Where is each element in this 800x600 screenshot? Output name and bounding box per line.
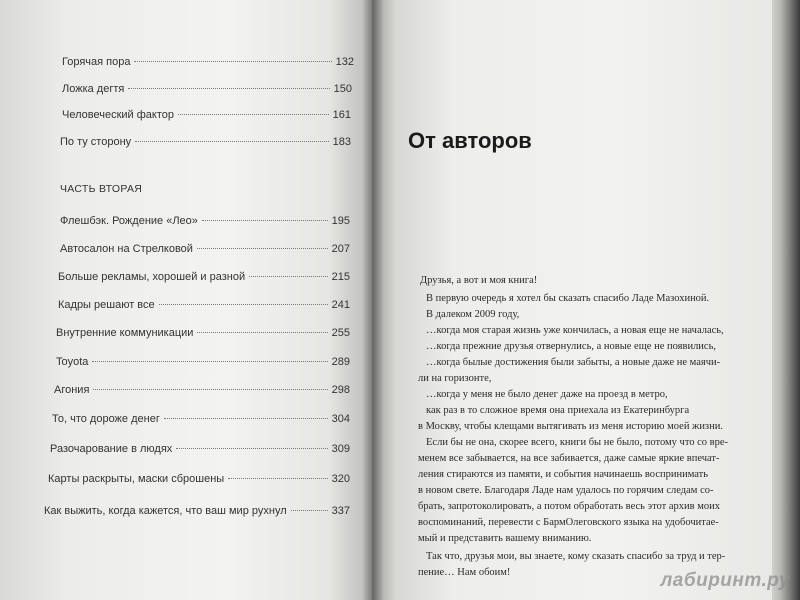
toc-title: Toyota (56, 356, 89, 368)
toc-title: Человеческий фактор (62, 109, 174, 121)
foreword-line: в новом свете. Благодаря Ладе нам удалось по горячим следам со- (418, 485, 714, 496)
foreword-line: воспоминаний, перевести с БармОлеговского языка на удобочитае- (418, 517, 719, 528)
foreword-line: ления стираются из памяти, и события начинаешь воспринимать (418, 469, 709, 480)
toc-page: 207 (331, 243, 350, 255)
foreword-line: Так что, друзья мои, вы знаете, кому сказать спасибо за труд и тер- (426, 551, 726, 562)
toc-leader (159, 304, 328, 305)
toc-page: 289 (331, 356, 350, 368)
toc-title: Агония (54, 384, 90, 396)
toc-title: Горячая пора (62, 56, 131, 68)
foreword-line: …когда прежние друзья отвернулись, а новые еще не появились, (426, 341, 717, 352)
foreword-line: менем все забывается, на все забивается, даже самые яркие впечат- (418, 453, 720, 464)
toc-entry (60, 243, 350, 255)
toc-leader (164, 418, 328, 419)
foreword-line: брать, запротоколировать, а потом обработать весь этот архив моих (418, 501, 720, 512)
toc-entry (62, 56, 354, 68)
toc-leader (176, 448, 327, 449)
toc-title: Как выжить, когда кажется, что ваш мир рухнул (44, 505, 287, 517)
toc-entry (56, 327, 350, 339)
toc-entry (52, 413, 350, 425)
foreword-line: как раз в то сложное время она приехала из Екатеринбурга (426, 405, 690, 416)
toc-title: Разочарование в людях (50, 443, 173, 455)
toc-entry (44, 505, 350, 517)
left-page-toc (0, 0, 372, 600)
toc-page: 195 (331, 215, 350, 227)
toc-leader (135, 141, 329, 142)
toc-page: 150 (333, 83, 352, 95)
part-two-heading: ЧАСТЬ ВТОРАЯ (60, 183, 143, 195)
toc-entry (60, 136, 351, 148)
toc-leader (202, 220, 328, 221)
toc-title: Карты раскрыты, маски сброшены (48, 473, 225, 485)
foreword-line: Если бы не она, скорее всего, книги бы не было, потому что со вре- (426, 437, 729, 448)
toc-title: Кадры решают все (58, 299, 155, 311)
toc-entry (62, 83, 352, 95)
toc-page: 309 (331, 443, 350, 455)
toc-leader (128, 88, 329, 89)
toc-title: По ту сторону (60, 136, 132, 148)
toc-entry (54, 384, 350, 396)
toc-entry (60, 215, 350, 227)
toc-title: То, что дороже денег (52, 413, 160, 425)
toc-page: 161 (332, 109, 351, 121)
toc-leader (92, 361, 327, 362)
toc-title: Больше рекламы, хорошей и разной (58, 271, 246, 283)
toc-entry (58, 271, 350, 283)
toc-page: 320 (331, 473, 350, 485)
foreword-line: ли на горизонте, (418, 373, 492, 384)
foreword-line: в Москву, чтобы клещами вытягивать из меня историю моей жизни. (418, 421, 723, 432)
toc-title: Ложка дегтя (62, 83, 125, 95)
toc-leader (197, 248, 328, 249)
toc-entry (58, 299, 350, 311)
toc-leader (249, 276, 328, 277)
toc-leader (197, 332, 327, 333)
toc-page: 183 (332, 136, 351, 148)
right-page-foreword (372, 0, 772, 600)
foreword-line: В далеком 2009 году, (426, 309, 520, 320)
toc-leader (93, 389, 327, 390)
foreword-line: …когда у меня не было денег даже на проезд в метро, (426, 389, 668, 400)
toc-entry (62, 109, 351, 121)
foreword-line: мый и представить вашему вниманию. (418, 533, 592, 544)
foreword-line: пение… Нам обоим! (418, 567, 511, 578)
toc-entry (48, 473, 350, 485)
toc-page: 132 (335, 56, 354, 68)
toc-leader (291, 510, 328, 511)
toc-page: 255 (331, 327, 350, 339)
toc-title: Флешбэк. Рождение «Лео» (60, 215, 198, 227)
toc-title: Внутренние коммуникации (56, 327, 194, 339)
toc-page: 241 (331, 299, 350, 311)
watermark: лабиринт.ру (660, 570, 790, 591)
toc-title: Автосалон на Стрелковой (60, 243, 193, 255)
foreword-line: В первую очередь я хотел бы сказать спасибо Ладе Мазохиной. (426, 293, 710, 304)
toc-entry (56, 356, 350, 368)
toc-page: 304 (331, 413, 350, 425)
page-stack-edge (772, 0, 800, 600)
foreword-title: От авторов (408, 128, 532, 153)
toc-leader (178, 114, 329, 115)
foreword-line: …когда былые достижения были забыты, а новые даже не маячи- (426, 357, 721, 368)
foreword-line: Друзья, а вот и моя книга! (420, 275, 538, 286)
foreword-line: …когда моя старая жизнь уже кончилась, а новая еще не началась, (426, 325, 724, 336)
toc-leader (228, 478, 327, 479)
toc-page: 337 (331, 505, 350, 517)
toc-page: 298 (331, 384, 350, 396)
toc-leader (134, 61, 331, 62)
toc-page: 215 (331, 271, 350, 283)
toc-entry (50, 443, 350, 455)
